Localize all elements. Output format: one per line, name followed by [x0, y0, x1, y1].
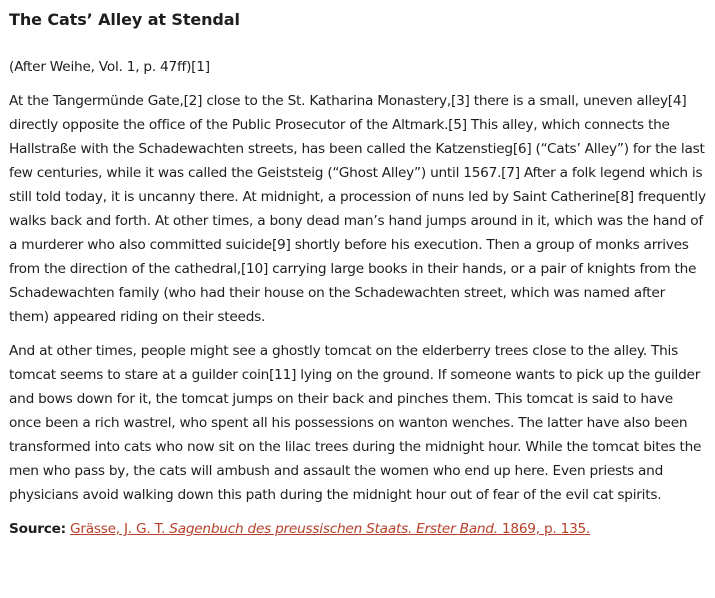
source-citation [9, 517, 706, 541]
attribution-line: (After Weihe, Vol. 1, p. 47ff)[1] [9, 59, 210, 75]
body-paragraph-2: And at other times, people might see a ghostly tomcat on the elderberry trees close to the alley. This tomcat seems to stare at a guilder coin[11] lying on the ground. If someone wants to pick up the guilder and bows down for it, the tomcat jumps on their back and pinches them. This tomcat is said to have once been a rich wastrel, who spent all his possessions on wanton wenches. The latter have also been transformed into cats who now sit on the lilac trees during the midnight hour. While the tomcat bites the men who pass by, the cats will ambush and assault the women who end up here. Even priests and physicians avoid walking down this path during the midnight hour out of fear of the evil cat spirits. [9, 343, 702, 503]
source-link[interactable] [70, 521, 590, 537]
source-label: Source: [9, 521, 66, 537]
source-link-title: Sagenbuch des preussischen Staats. Erster Band. [169, 521, 498, 537]
body-paragraph-1: At the Tangermünde Gate,[2] close to the St. Katharina Monastery,[3] there is a small, uneven alley[4] directly opposite the office of the Public Prosecutor of the Altmark.[5] This alley, which connects the Hallstraße with the Schadewachten streets, has been called the Katzenstieg[6] (“Cats’ Alley”) for the last few centuries, while it was called the Geiststeig (“Ghost Alley”) until 1567.[7] After a folk legend which is still told today, it is uncanny there. At midnight, a procession of nuns led by Saint Catherine[8] frequently walks back and forth. At other times, a bony dead man’s hand jumps around in it, which was the hand of a murderer who also committed suicide[9] shortly before his execution. Then a group of monks arrives from the direction of the cathedral,[10] carrying large books in their hands, or a pair of knights from the Schadewachten family (who had their house on the Schadewachten street, which was named after them) appeared riding on their steeds. [9, 93, 706, 325]
page-title: The Cats’ Alley at Stendal [9, 10, 240, 29]
source-link-details: 1869, p. 135. [497, 521, 591, 537]
source-link-author: Grässe, J. G. T. [70, 521, 170, 537]
